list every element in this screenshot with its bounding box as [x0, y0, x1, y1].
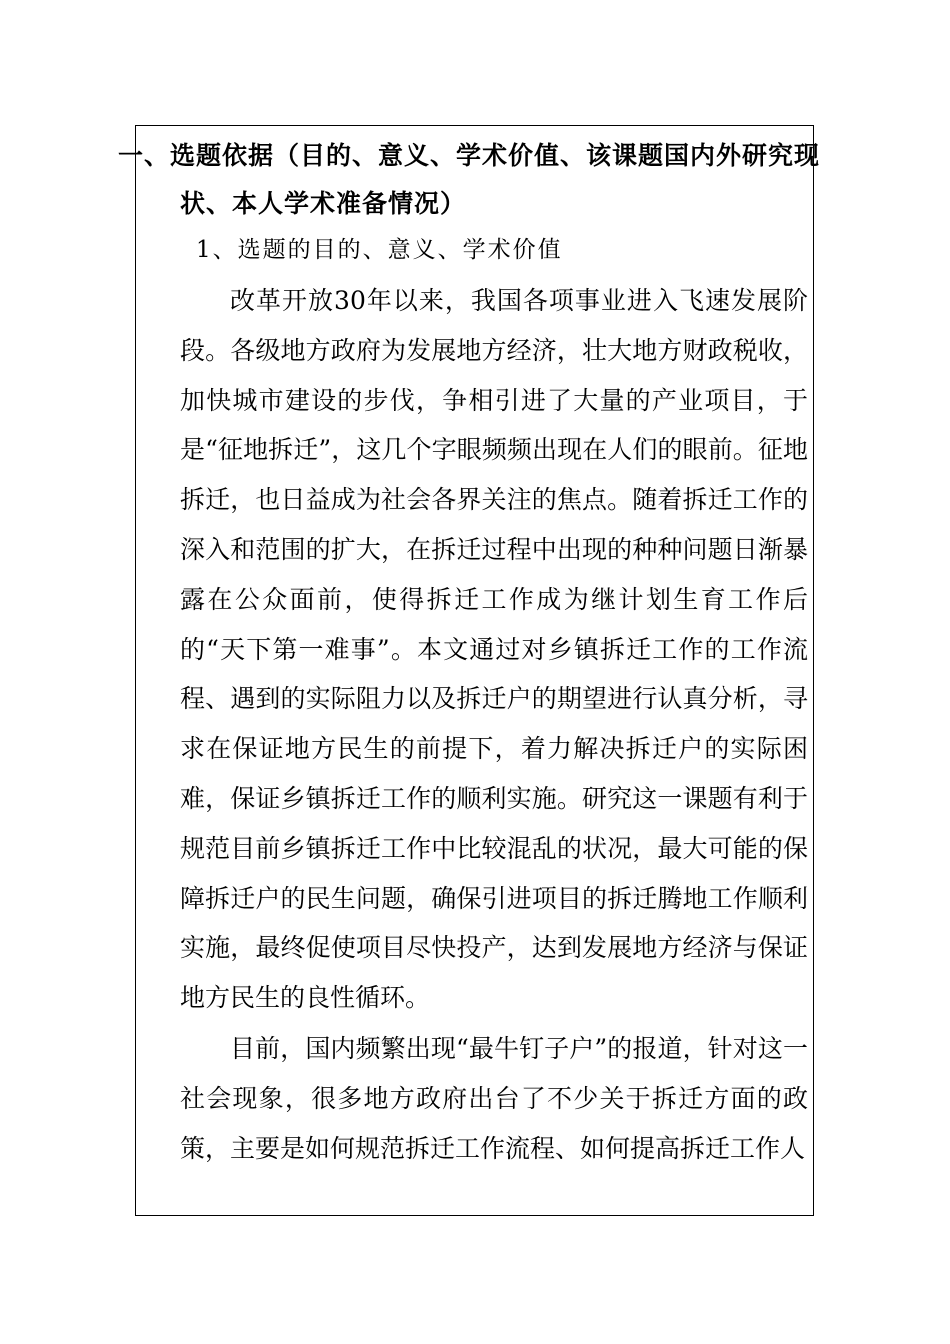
- paragraph-1: 改革开放30年以来，我国各项事业进入飞速发展阶段。各级地方政府为发展地方经济，壮大地方财政税收，加快城市建设的步伐，争相引进了大量的产业项目，于是“征地拆迁”，这几个字眼频频出现在人们的眼前。征地拆迁，也日益成为社会各界关注的焦点。随着拆迁工作的深入和范围的扩大，在拆迁过程中出现的种种问题日渐暴露在公众面前，使得拆迁工作成为继计划生育工作后的“天下第一难事”。本文通过对乡镇拆迁工作的工作流程、遇到的实际阻力以及拆迁户的期望进行认真分析，寻求在保证地方民生的前提下，着力解决拆迁户的实际困难，保证乡镇拆迁工作的顺利实施。研究这一课题有利于规范目前乡镇拆迁工作中比较混乱的状况，最大可能的保障拆迁户的民生问题，确保引进项目的拆迁腾地工作顺利实施，最终促使项目尽快投产，达到发展地方经济与保证地方民生的良性循环。: [180, 286, 808, 1013]
- section-heading-line-2: 状、本人学术准备情况）: [180, 189, 467, 218]
- section-heading: [118, 132, 821, 228]
- section-heading-line-1: 一、选题依据（目的、意义、学术价值、该课题国内外研究现: [118, 141, 821, 170]
- paragraph-2: 目前，国内频繁出现“最牛钉子户”的报道，针对这一社会现象，很多地方政府出台了不少关于拆迁方面的政策，主要是如何规范拆迁工作流程、如何提高拆迁工作人: [180, 1033, 808, 1163]
- subsection-heading: 1、选题的目的、意义、学术价值: [196, 237, 563, 263]
- body-text: [180, 276, 808, 1173]
